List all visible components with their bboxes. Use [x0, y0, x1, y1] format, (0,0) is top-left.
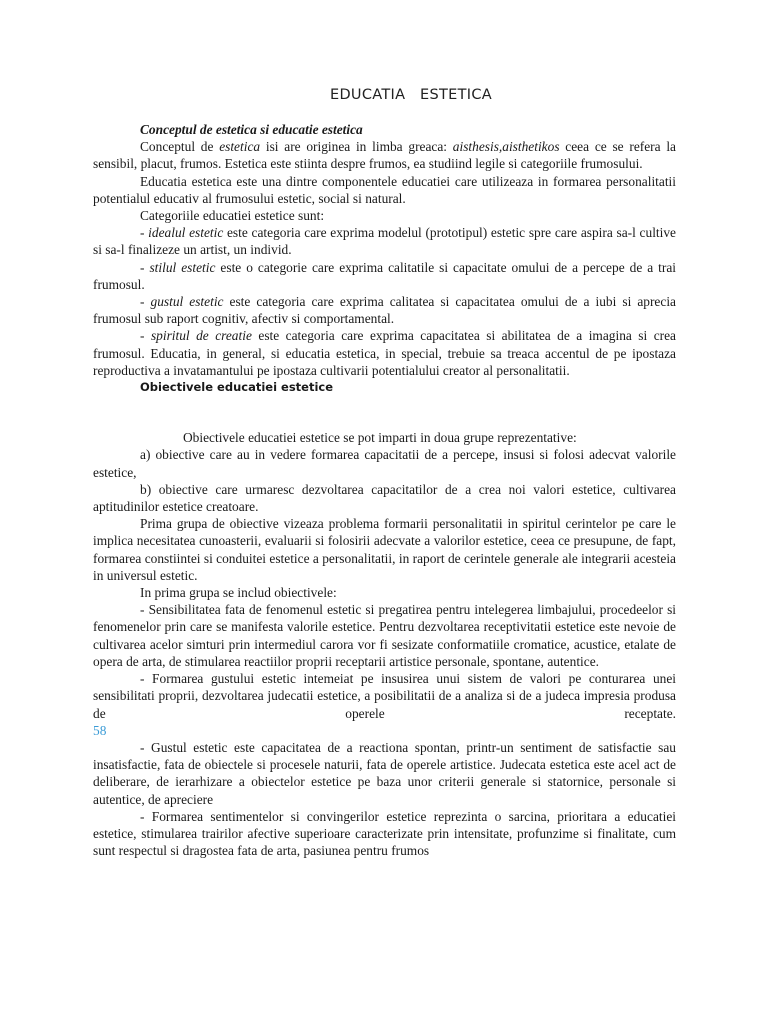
paragraph: - Gustul estetic este capacitatea de a reactiona spontan, printr-un sentiment de satisfactie sau insatisfactie, fata de obiectele si procesele naturii, fata de operele artistice. Judecata estetica este acel act de deliberare, de ierarhizare a obiectelor estetice pe baza unor criterii generale si statornice, personale si autentice, de apreciere [93, 739, 676, 807]
paragraph: In prima grupa se includ obiectivele: [140, 585, 337, 601]
category-item: - stilul estetic este o categorie care exprima calitatile si capacitate omului de a percepe de a trai frumosul. [93, 259, 677, 292]
category-item: - idealul estetic este categoria care exprima modelul (prototipul) estetic spre care aspira sa-l cultive si sa-l finalizeze un artist, un individ. [93, 225, 676, 258]
paragraph: - Formarea sentimentelor si convingerilor estetice reprezinta o sarcina, prioritara a educatiei estetice, stimularea trairilor afective superioare caracterizate prin intensitate, profunzime si finalitate, cum sunt respectul si dragostea fata de arta, pasiunea pentru frumos [93, 808, 676, 859]
category-item: - gustul estetic este categoria care exprima calitatea si capacitatea omului de a iubi si aprecia frumosul sub raport cognitiv, afectiv si comportamental. [93, 294, 676, 327]
category-item: - spiritul de creatie este categoria care exprima capacitatea si abilitatea de a imagina si crea frumosul. Educatia, in general, si educatia estetica, in special, trebuie sa treaca accentul de pe ipostaza reproductiva a invatamantului pe ipostaza cultivarii potentialului creator al personalitatii. [93, 328, 676, 378]
paragraph: Conceptul de estetica isi are originea in limba greaca: aisthesis,aisthetikos ceea ce se refera la sensibil, placut, frumos. Estetica este stiinta despre frumos, ea studiind legile si categoriile frumosului. [93, 139, 676, 172]
paragraph: a) obiective care au in vedere formarea capacitatii de a percepe, insusi si folosi adecvat valorile estetice, [93, 447, 676, 480]
section-heading: Conceptul de estetica si educatie estetica [140, 122, 363, 137]
title-word-1: EDUCATIA [329, 87, 406, 103]
paragraph: Educatia estetica este una dintre componentele educatiei care utilizeaza in formarea personalitatii potentialul educativ al frumosului estetic, social si natural. [93, 173, 676, 206]
page-number: 58 [93, 722, 107, 738]
paragraph: b) obiective care urmaresc dezvoltarea capacitatilor de a crea noi valori estetice, cultivarea aptitudinilor estetice creatoare. [93, 481, 676, 515]
document-body [93, 121, 676, 859]
paragraph: - Sensibilitatea fata de fenomenul estetic si pregatirea pentru intelegerea limbajului, procedeelor si fenomenelor prin care se manifesta valorile estetice. Pentru dezvoltarea receptivitatii estetice este nevoie de cultivarea acelor simturi prin intermediul carora vor fi sesizate conformatiile cromatice, acustice, etalate de opera de arta, de stimularea reactiilor proprii receptarii artistice personale, spontane, autentice. [93, 602, 676, 669]
paragraph: Obiectivele educatiei estetice se pot imparti in doua grupe reprezentative: [183, 430, 577, 446]
paragraph: Categoriile educatiei estetice sunt: [140, 208, 325, 224]
title-word-2: ESTETICA [420, 87, 492, 103]
document-title [0, 87, 768, 103]
paragraph: - Formarea gustului estetic intemeiat pe insusirea unui sistem de valori pe conturarea unei sensibilitati proprii, dezvoltarea judecatii estetice, a posibilitatii de a analiza si de a judeca impresia produsa de operele receptate. [93, 671, 676, 721]
paragraph: Prima grupa de obiective vizeaza problema formarii personalitatii in spiritul cerintelor pe care le implica necesitatea cunoasterii, evaluarii si folosirii adecvate a valorilor estetice, ceea ce presupune, de fapt, formarea constiintei si conduitei estetice a personalitatii, in raport de cerintele generale ale integrarii acesteia in universul estetic. [93, 516, 676, 583]
subsection-heading: Obiectivele educatiei estetice [140, 380, 334, 395]
